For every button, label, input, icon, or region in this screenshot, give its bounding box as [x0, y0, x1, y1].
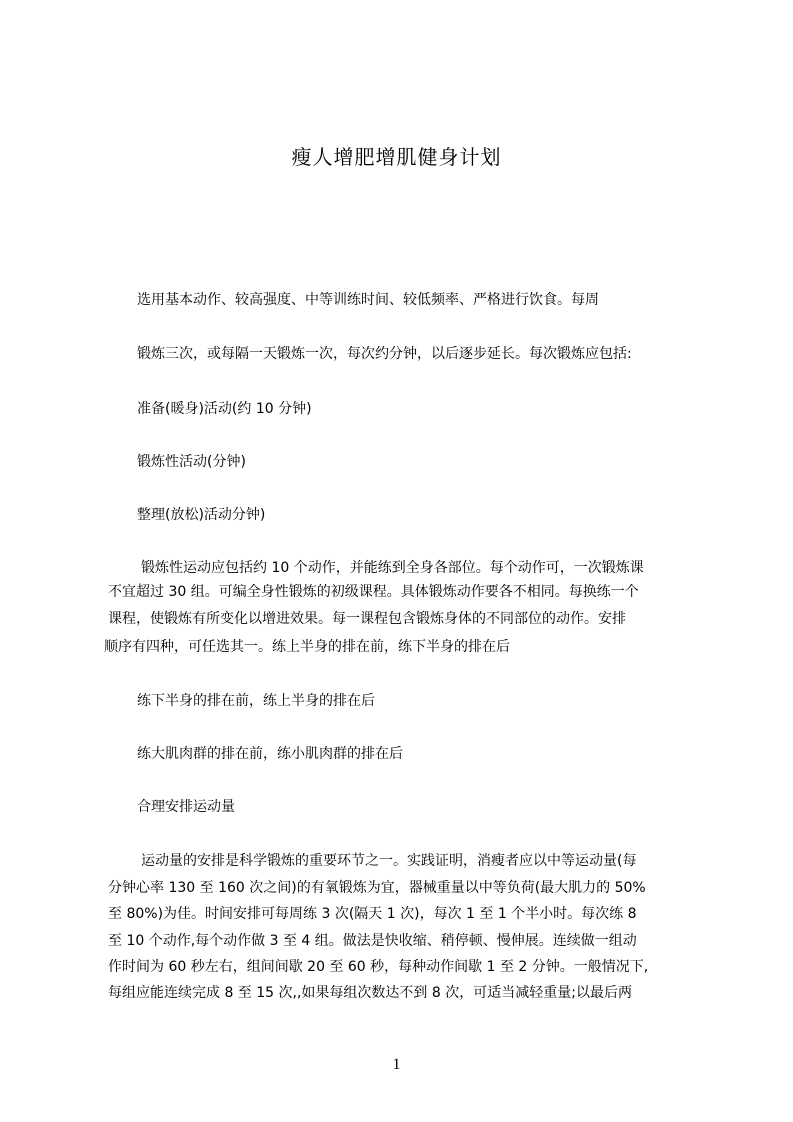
- paragraph-line: 作时间为 60 秒左右，组间间歇 20 至 60 秒，每种动作间歇 1 至 2 分钟。一般情况下,: [108, 959, 649, 975]
- document-title: 瘦人增肥增肌健身计划: [291, 145, 502, 169]
- paragraph-line: 运动量的安排是科学锻炼的重要环节之一。实践证明，消瘦者应以中等运动量(每: [141, 853, 637, 869]
- paragraph-line: 锻炼三次，或每隔一天锻炼一次，每次约分钟，以后逐步延长。每次锻炼应包括:: [137, 346, 632, 362]
- paragraph-line: 整理(放松)活动分钟): [137, 507, 266, 523]
- paragraph-line: 分钟心率 130 至 160 次之间)的有氧锻炼为宜，器械重量以中等负荷(最大肌力的 50%: [108, 880, 646, 896]
- paragraph-line: 练下半身的排在前，练上半身的排在后: [137, 693, 375, 709]
- page-number: 1: [392, 1056, 401, 1073]
- section-heading: 合理安排运动量: [137, 799, 235, 815]
- paragraph-line: 锻炼性运动应包括约 10 个动作，并能练到全身各部位。每个动作可，一次锻炼课: [141, 560, 644, 576]
- paragraph-line: 至 80%)为佳。时间安排可每周练 3 次(隔天 1 次)，每次 1 至 1 个半小时。每次练 8: [108, 906, 637, 922]
- paragraph-line: 准备(暖身)活动(约 10 分钟): [137, 401, 312, 417]
- paragraph-line: 每组应能连续完成 8 至 15 次,,如果每组次数达不到 8 次，可适当减轻重量;以最后两: [108, 985, 632, 1001]
- paragraph-line: 选用基本动作、较高强度、中等训练时间、较低频率、严格进行饮食。每周: [137, 292, 599, 308]
- paragraph-line: 顺序有四种，可任选其一。练上半身的排在前，练下半身的排在后: [104, 639, 510, 655]
- paragraph-line: 不宜超过 30 组。可编全身性锻炼的初级课程。具体锻炼动作要各不相同。每换练一个: [108, 584, 639, 600]
- paragraph-line: 至 10 个动作,每个动作做 3 至 4 组。做法是快收缩、稍停顿、慢伸展。连续做一组动: [108, 933, 637, 949]
- paragraph-line: 课程，使锻炼有所变化以增进效果。每一课程包含锻炼身体的不同部位的动作。安排: [108, 611, 626, 627]
- paragraph-line: 练大肌肉群的排在前，练小肌肉群的排在后: [137, 746, 403, 762]
- paragraph-line: 锻炼性活动(分钟): [137, 454, 246, 470]
